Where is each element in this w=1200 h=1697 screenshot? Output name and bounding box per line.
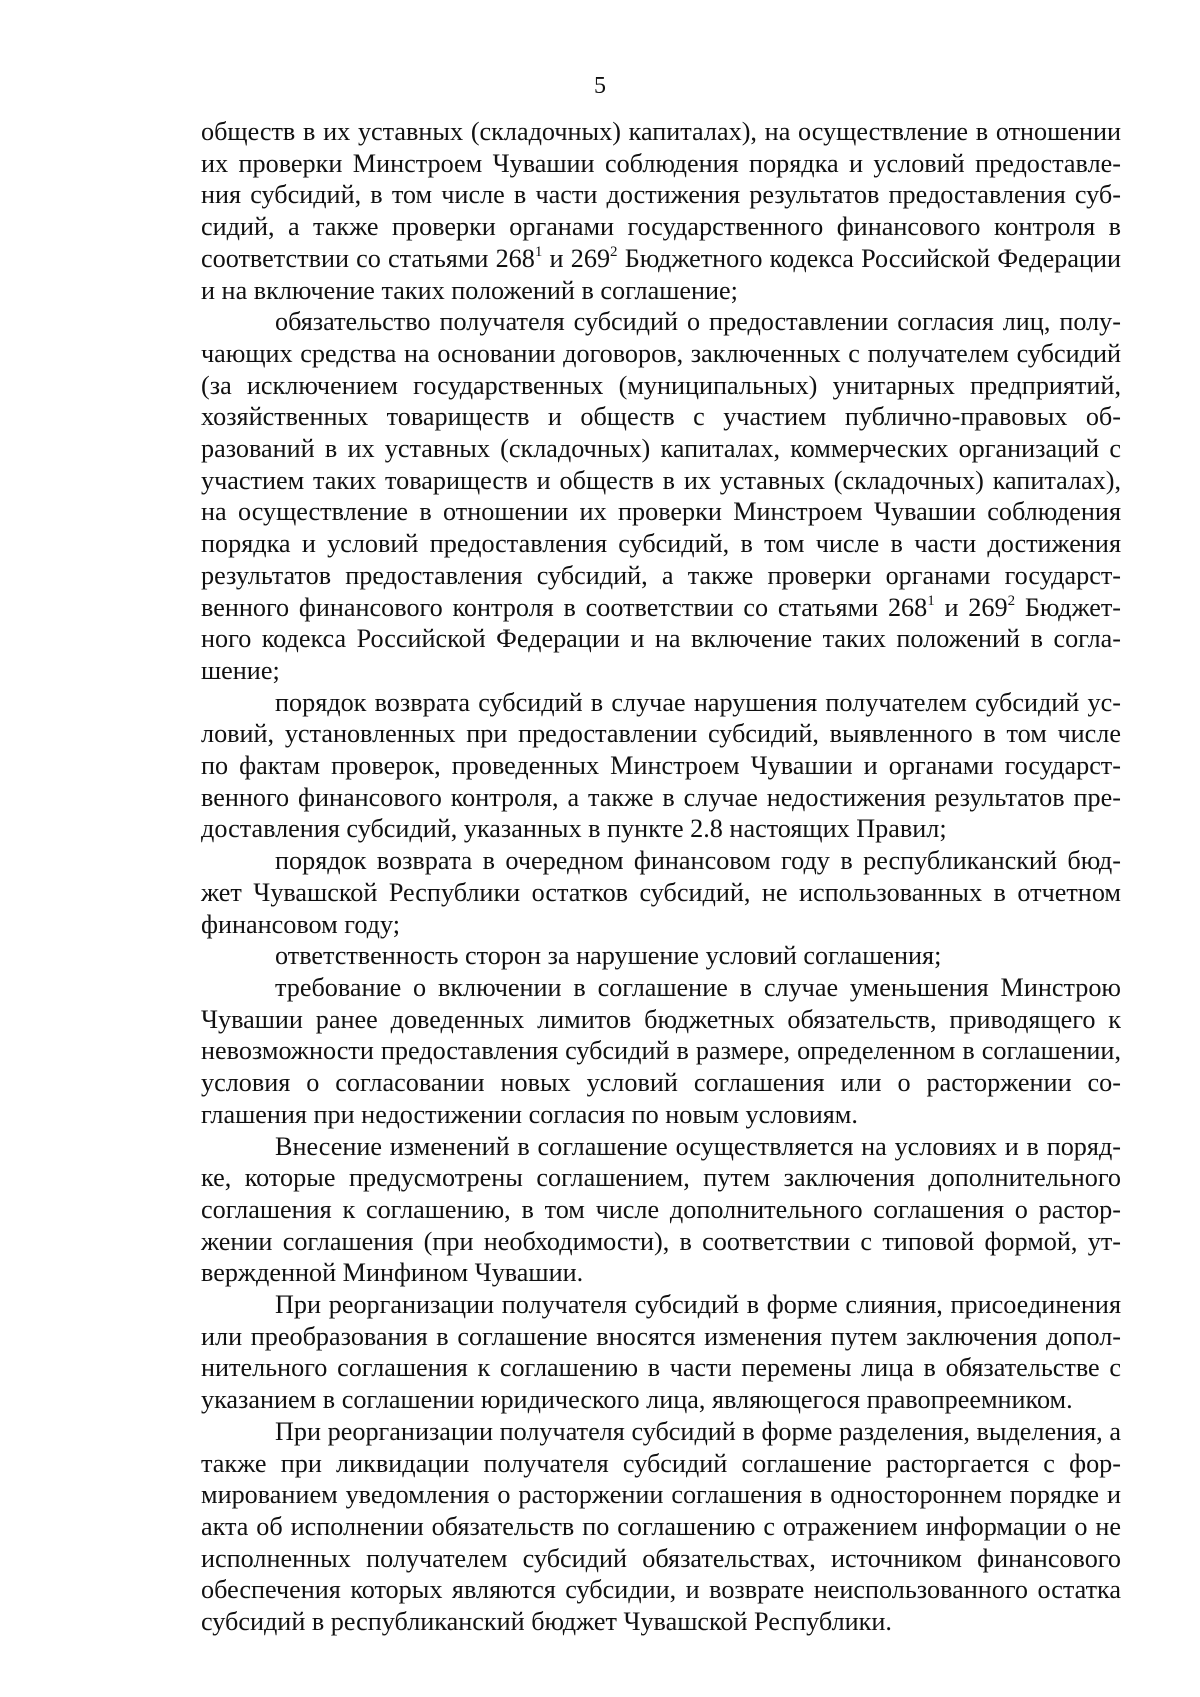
paragraph: При реорганизации получателя субсидий в форме слияния, присоединения или преобразования в соглашение вносятся изменения путем заключения дополнительного соглашения к соглашению в части перемены лица в обязательстве с указанием в соглашении юридического лица, являющегося правопреемником.: [201, 1290, 1121, 1415]
footnote-superscript: 1: [927, 592, 935, 609]
paragraph: Внесение изменений в соглашение осуществляется на условиях и в порядке, которые предусмотрены соглашением, путем заключения дополнительного соглашения к соглашению, в том числе дополнительного соглашения о расторжении соглашения (при необходимости), в соответствии с типовой формой, утвержденной Минфином Чувашии.: [201, 1131, 1121, 1288]
paragraph: обществ в их уставных (складочных) капиталах), на осуществление в отношении их проверки Минстроем Чувашии соблюдения порядка и условий предоставления субсидий, в том числе в части достижения результатов предоставления субсидий, а также проверки органами государственного финансового контроля в соответствии со статьями $268^1$ и $269^2$ Бюджетного кодекса Российской Федерации и на включение таких положений в соглашение;: [201, 117, 1122, 305]
paragraph: порядок возврата субсидий в случае нарушения получателем субсидий условий, установленных при предоставлении субсидий, выявленного в том числе по фактам проверок, проведенных Минстроем Чувашии и органами государственного финансового контроля, а также в случае недостижения результатов предоставления субсидий, указанных в пункте 2.8 настоящих Правил;: [201, 687, 1121, 844]
footnote-superscript: 2: [610, 243, 618, 260]
document-body: [201, 116, 1121, 1638]
paragraph: обязательство получателя субсидий о предоставлении согласия лиц, получающих средства на основании договоров, заключенных с получателем субсидий (за исключением государственных (муниципальных) унитарных предприятий, хозяйственных товариществ и обществ с участием публично-правовых образований в их уставных (складочных) капиталах, коммерческих организаций с участием таких товариществ и обществ в их уставных (складочных) капиталах), на осуществление в отношении их проверки Минстроем Чувашии соблюдения порядка и условий предоставления субсидий, в том числе в части достижения результатов предоставления субсидий, а также проверки органами государственного финансового контроля в соответствии со статьями $268^1$ и $269^2$ Бюджетного кодекса Российской Федерации и на включение таких положений в соглашение;: [201, 307, 1122, 685]
paragraph: требование о включении в соглашение в случае уменьшения Минстрою Чувашии ранее доведенных лимитов бюджетных обязательств, приводящего к невозможности предоставления субсидий в размере, определенном в соглашении, условия о согласовании новых условий соглашения или о расторжении соглашения при недостижении согласия по новым условиям.: [201, 972, 1121, 1129]
paragraph: При реорганизации получателя субсидий в форме разделения, выделения, а также при ликвидации получателя субсидий соглашение расторгается с формированием уведомления о расторжении соглашения в одностороннем порядке и акта об исполнении обязательств по соглашению с отражением информации о не исполненных получателем субсидий обязательствах, источником финансового обеспечения которых являются субсидии, и возврате неиспользованного остатка субсидий в республиканский бюджет Чувашской Республики.: [201, 1416, 1121, 1637]
page-number: 5: [594, 73, 606, 99]
footnote-superscript: 1: [534, 243, 543, 260]
paragraph: ответственность сторон за нарушение условий соглашения;: [275, 941, 942, 971]
paragraph: порядок возврата в очередном финансовом году в республиканский бюджет Чувашской Республики остатков субсидий, не использованных в отчетном финансовом году;: [201, 846, 1121, 939]
footnote-superscript: 2: [1007, 592, 1016, 609]
